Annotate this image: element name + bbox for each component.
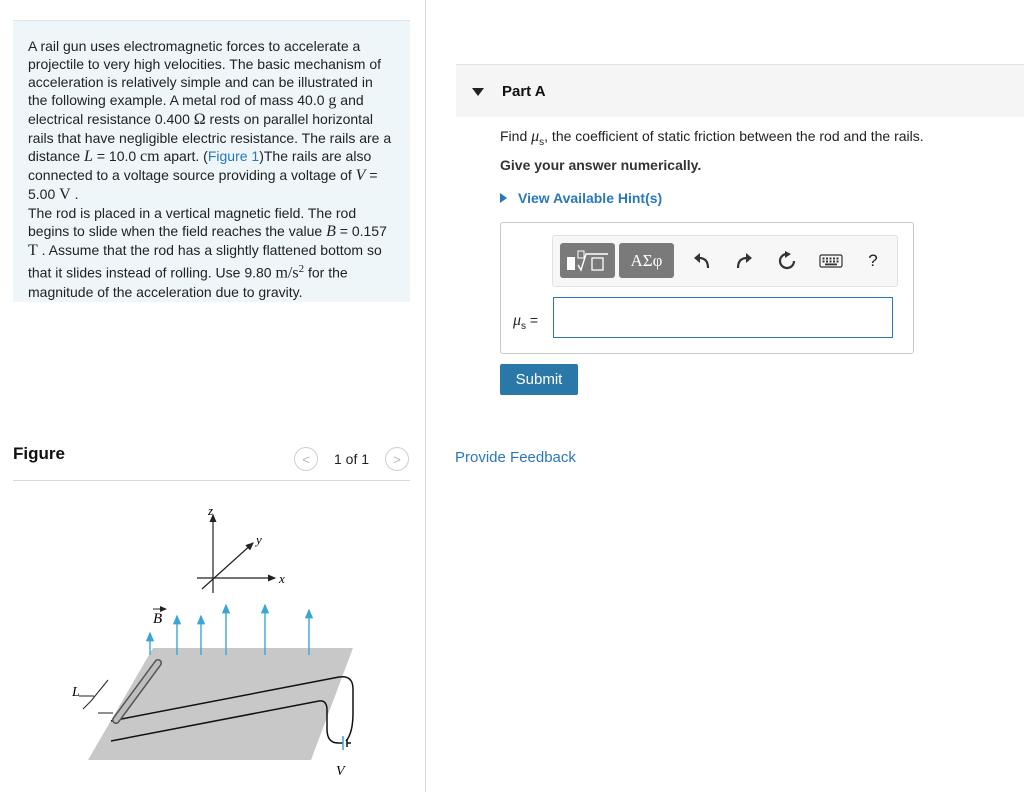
greek-symbols-button[interactable]	[619, 243, 674, 278]
answer-panel	[500, 222, 914, 354]
problem-statement	[13, 20, 410, 302]
figure-title: Figure	[13, 444, 65, 463]
reset-button[interactable]	[774, 248, 800, 274]
chevron-left-icon: <	[302, 451, 310, 467]
previous-figure-button[interactable]	[294, 447, 318, 471]
answer-instruction: Give your answer numerically.	[500, 157, 702, 173]
z-axis-label: z	[208, 503, 214, 518]
voltage-label: V	[336, 764, 345, 779]
keyboard-button[interactable]	[815, 248, 847, 274]
undo-button[interactable]	[689, 248, 715, 274]
left-column	[0, 0, 425, 792]
right-column	[426, 0, 1024, 792]
rail-gun-figure	[13, 485, 410, 785]
magnetic-field-label: B	[153, 611, 163, 627]
math-toolbar	[552, 235, 898, 287]
help-icon: ?	[868, 251, 878, 270]
chevron-right-icon: >	[393, 451, 401, 467]
coordinate-axes	[197, 503, 285, 593]
x-axis-label: x	[279, 571, 285, 586]
battery-icon	[338, 736, 351, 750]
redo-icon	[734, 251, 754, 271]
redo-button[interactable]	[731, 248, 757, 274]
figure-header	[13, 440, 410, 481]
next-figure-button[interactable]	[385, 447, 409, 471]
y-axis-label: y	[256, 532, 262, 547]
reset-icon	[777, 251, 797, 271]
templates-button[interactable]	[560, 243, 615, 278]
keyboard-icon	[819, 253, 843, 269]
part-title: Part A	[502, 83, 546, 100]
field-lines-upper	[150, 605, 309, 655]
problem-paragraph-2: The rod is placed in a vertical magnetic field. The rod begins to slide when the field reaches the value B = 0.157 T . Assume that the rod has a slightly flattened bottom so that it slides instead of rolling. Use 9.80 $m/s^2$ for the magnitude of the acceleration due to gravity.	[28, 205, 387, 300]
answer-label: $\mu_s$ =	[513, 312, 539, 332]
provide-feedback-link[interactable]: Provide Feedback	[455, 449, 576, 466]
submit-button[interactable]: Submit	[500, 364, 578, 395]
view-hints-link[interactable]: View Available Hint(s)	[500, 190, 662, 206]
problem-paragraph-1: A rail gun uses electromagnetic forces to accelerate a projectile to very high velocities. The basic mechanism of acceleration is relatively simple and can be illustrated in the following example. A metal rod of mass 40.0 g and electrical resistance 0.400 Ω rests on parallel horizontal rails that have negligible electric resistance. The rails are a distance L = 10.0 cm apart. (Figure 1)The rails are also connected to a voltage source providing a voltage of V = 5.00 V .	[28, 38, 392, 203]
greek-symbols-icon: ΑΣφ	[630, 250, 663, 270]
rail-spacing-label: L	[72, 685, 80, 700]
undo-icon	[692, 251, 712, 271]
templates-icon	[564, 248, 612, 274]
part-a-header[interactable]	[456, 64, 1024, 117]
expand-triangle-icon	[500, 193, 507, 203]
answer-input[interactable]	[553, 297, 893, 338]
figure-page-count: 1 of 1	[334, 451, 370, 467]
question-text: Find $\mu_s$, the coefficient of static friction between the rod and the rails.	[500, 128, 924, 148]
help-button[interactable]	[860, 248, 886, 274]
figure-1-link[interactable]: Figure 1	[207, 148, 260, 164]
collapse-triangle-icon[interactable]	[472, 88, 484, 96]
rail-spacing-dimension	[79, 680, 113, 713]
